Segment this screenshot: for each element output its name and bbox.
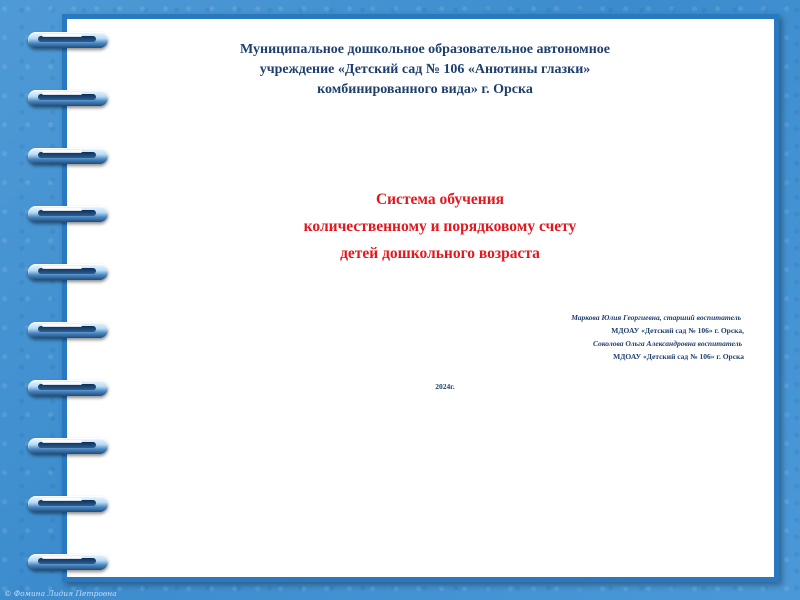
header-line: учреждение «Детский сад № 106 «Анютины глазки» [259, 62, 591, 77]
binder-ring [28, 494, 112, 514]
institution-header [150, 40, 700, 100]
binder-ring [28, 146, 112, 166]
document-title [180, 186, 700, 267]
copyright-watermark: © Фомина Лидия Петровна [4, 589, 117, 598]
binder-ring [28, 378, 112, 398]
header-line: комбинированного вида» г. Орска [317, 82, 533, 97]
binder-ring [28, 88, 112, 108]
author-organization: МДОАУ «Детский сад № 106» г. Орска, [611, 326, 744, 335]
title-line: количественному и порядковому счету [303, 218, 577, 235]
header-line: Муниципальное дошкольное образовательное автономное [240, 42, 610, 57]
authors-block [414, 311, 744, 363]
binder-ring [28, 436, 112, 456]
title-line: Система обучения [375, 191, 505, 208]
binder-ring [28, 30, 112, 50]
binder-ring [28, 320, 112, 340]
binder-ring [28, 262, 112, 282]
year-label: 2024г. [435, 382, 455, 391]
author-organization: МДОАУ «Детский сад № 106» г. Орска [613, 352, 744, 361]
author-name: Маркова Юлия Георгиевна, старший воспитатель [571, 313, 741, 322]
binder-ring [28, 552, 112, 572]
author-name: Соколова Ольга Александровна воспитатель [592, 339, 742, 348]
binder-ring [28, 204, 112, 224]
title-line: детей дошкольного возраста [340, 245, 540, 262]
